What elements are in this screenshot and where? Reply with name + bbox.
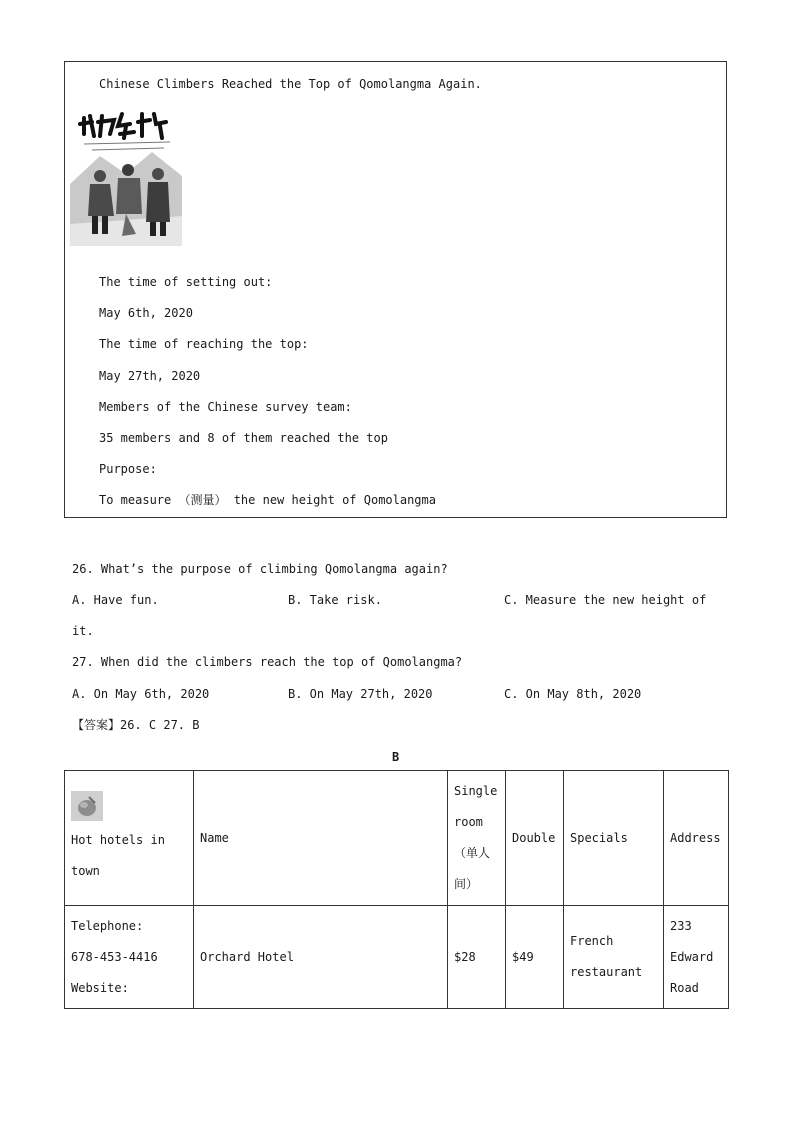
question-26-option-c-wrap: it. [72,624,94,638]
passage-title: Chinese Climbers Reached the Top of Qomolangma Again. [99,77,482,91]
passage-line-5: Members of the Chinese survey team: [99,400,352,414]
passage-line-3: The time of reaching the top: [99,337,309,351]
header-specials: Specials [564,771,664,906]
cell-address: 233 Edward Road [664,906,729,1009]
header-hot-hotels [65,771,194,906]
question-26-stem: 26. What’s the purpose of climbing Qomolangma again? [72,562,448,576]
hotel-table [64,770,729,1009]
header-name: Name [194,771,448,906]
passage-line-8: To measure （测量） the new height of Qomolangma [99,493,436,507]
contact-telephone-number: 678-453-4416 [71,949,158,964]
hotel-thumbnail-image [71,791,103,821]
question-27-option-b: B. On May 27th, 2020 [288,687,433,701]
question-27-option-c: C. On May 8th, 2020 [504,687,642,701]
cell-single-price: $28 [448,906,506,1009]
passage-line-1: The time of setting out: [99,275,273,289]
section-b-heading: B [392,750,400,764]
answer-line: 【答案】26. C 27. B [72,718,200,732]
header-double: Double [506,771,564,906]
question-26-option-c: C. Measure the new height of [504,593,707,607]
question-27-option-a: A. On May 6th, 2020 [72,687,210,701]
table-header-row [65,771,729,906]
header-address: Address [664,771,729,906]
cell-specials: French restaurant [564,906,664,1009]
question-26-option-a: A. Have fun. [72,593,159,607]
question-27-stem: 27. When did the climbers reach the top of Qomolangma? [72,655,463,669]
contact-website-label: Website: [71,980,129,995]
question-26-option-b: B. Take risk. [288,593,382,607]
passage-line-6: 35 members and 8 of them reached the top [99,431,388,445]
passage-line-2: May 6th, 2020 [99,306,193,320]
passage-line-4: May 27th, 2020 [99,369,201,383]
header-single-room: Single room（单人间） [448,771,506,906]
passage-line-7: Purpose: [99,462,157,476]
table-row [65,906,729,1009]
cell-double-price: $49 [506,906,564,1009]
cell-hotel-name: Orchard Hotel [194,906,448,1009]
contact-telephone-label: Telephone: [71,918,144,933]
header-hot-hotels-label: Hot hotels in town [71,833,165,878]
cell-contact [65,906,194,1009]
climbing-poster-image [70,104,182,246]
